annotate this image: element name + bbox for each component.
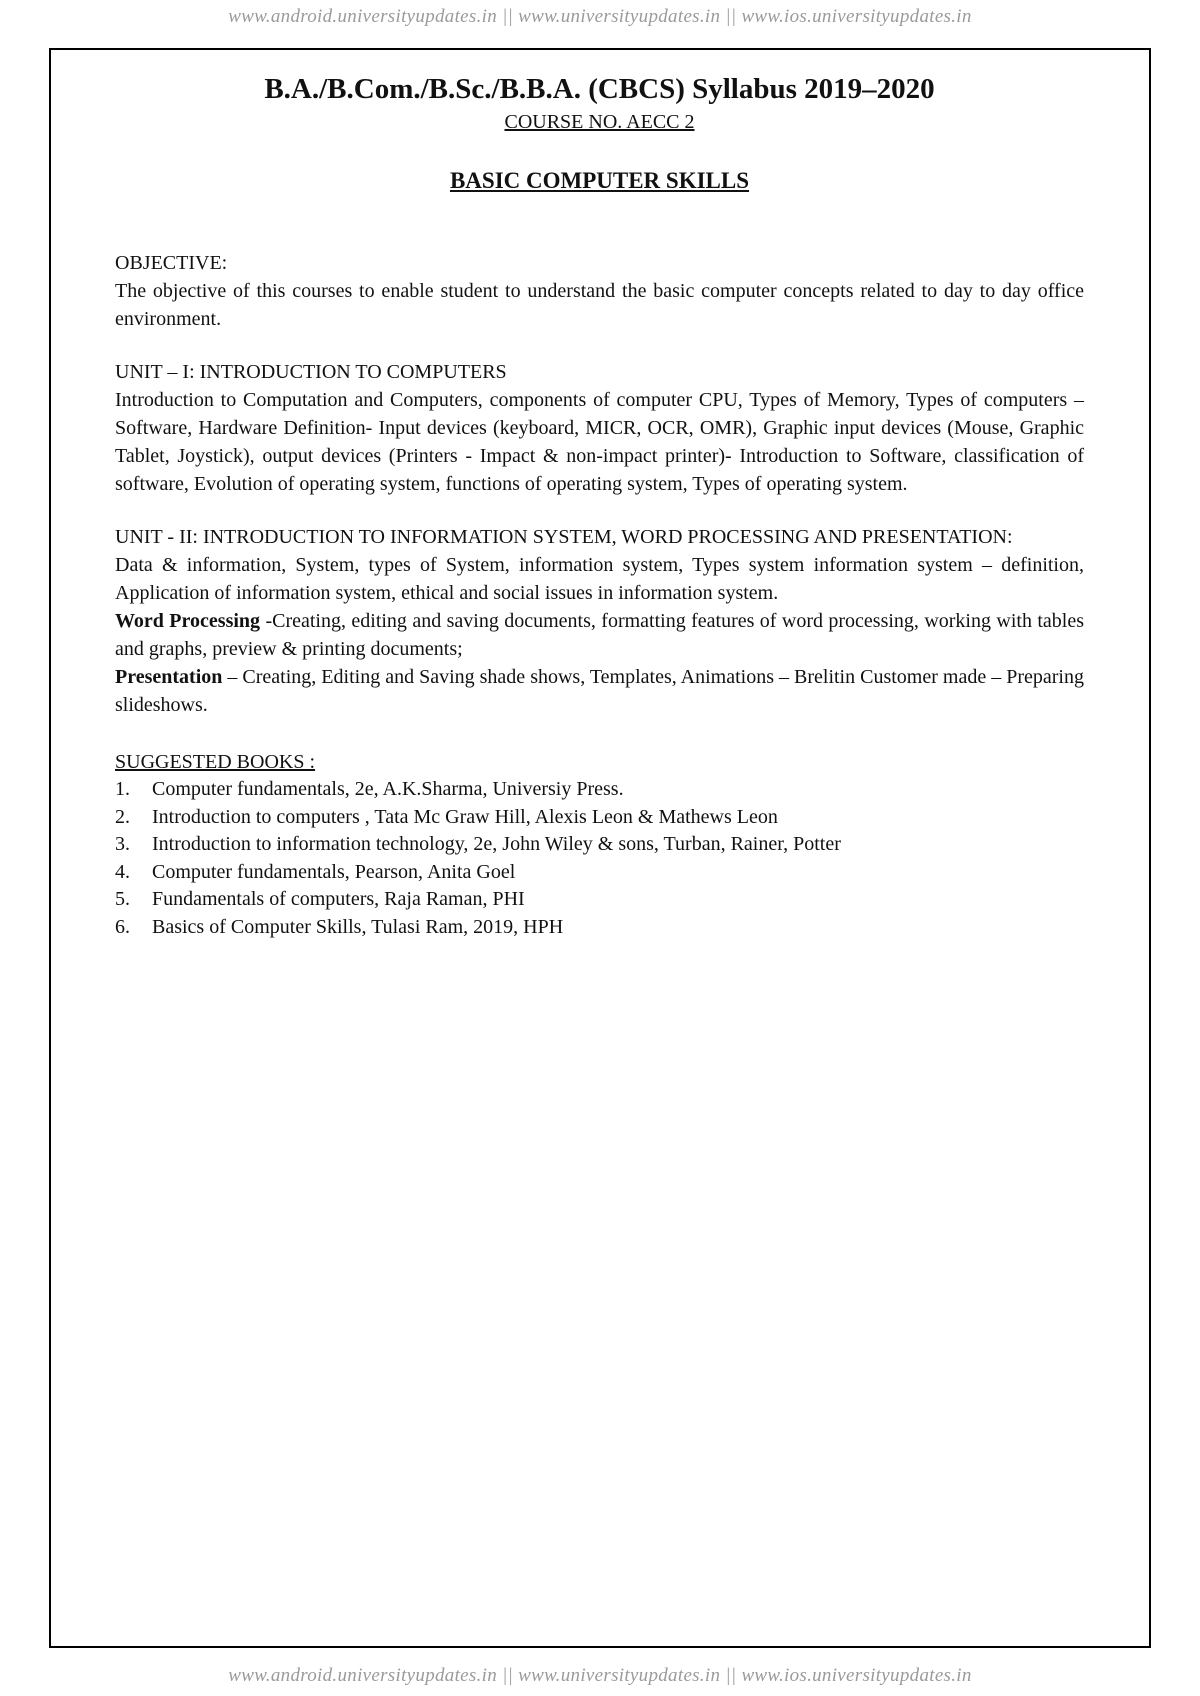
document-body <box>115 70 1084 941</box>
watermark-top: www.android.universityupdates.in || www.universityupdates.in || www.ios.universityupdates.in <box>228 6 972 27</box>
course-number: COURSE NO. AECC 2 <box>504 111 695 133</box>
book-number: 6. <box>115 915 130 938</box>
unit-1-section <box>115 359 1084 498</box>
book-number: 4. <box>115 860 130 883</box>
book-entry: Computer fundamentals, Pearson, Anita Goel <box>152 860 516 883</box>
unit-2-heading: UNIT - II: INTRODUCTION TO INFORMATION SYSTEM, WORD PROCESSING AND PRESENTATION: <box>115 526 1013 548</box>
book-number: 5. <box>115 888 130 910</box>
watermark-bottom: www.android.universityupdates.in || www.universityupdates.in || www.ios.universityupdates.in <box>228 1665 972 1686</box>
book-entry: Fundamentals of computers, Raja Raman, PHI <box>152 888 525 910</box>
objective-text: The objective of this courses to enable student to understand the basic computer concepts related to day to day office environment. <box>115 280 1084 330</box>
subject-title: BASIC COMPUTER SKILLS <box>449 168 750 193</box>
book-number: 2. <box>115 805 130 828</box>
book-entry: Introduction to information technology, 2e, John Wiley & sons, Turban, Rainer, Potter <box>152 833 841 855</box>
book-number: 3. <box>115 833 130 855</box>
book-list-item <box>115 776 1084 804</box>
presentation-label: Presentation <box>115 666 223 688</box>
unit-1-text: Introduction to Computation and Computers, components of computer CPU, Types of Memory, Types of computers – Software, Hardware Definition- Input devices (keyboard, MICR, OCR, OMR), Graphic input devices (Mouse, Graphic Tablet, Joystick), output devices (Printers - Impact & non-impact printer)- Introduction to Software, classification of software, Evolution of operating system, functions of operating system, Types of operating system. <box>115 389 1084 495</box>
book-entry: Introduction to computers , Tata Mc Graw Hill, Alexis Leon & Mathews Leon <box>152 805 778 828</box>
word-processing-paragraph <box>115 607 1084 663</box>
presentation-text: – Creating, Editing and Saving shade shows, Templates, Animations – Brelitin Customer made – Preparing slideshows. <box>115 666 1084 716</box>
book-list-item <box>115 831 1084 859</box>
book-list-item <box>115 859 1084 887</box>
book-list <box>115 776 1084 941</box>
book-list-item <box>115 886 1084 914</box>
book-number: 1. <box>115 778 130 800</box>
book-list-item <box>115 804 1084 832</box>
unit-1-heading: UNIT – I: INTRODUCTION TO COMPUTERS <box>115 361 507 383</box>
word-processing-text: -Creating, editing and saving documents, formatting features of word processing, working with tables and graphs, preview & printing documents; <box>115 610 1085 660</box>
presentation-paragraph <box>115 663 1084 719</box>
book-entry: Basics of Computer Skills, Tulasi Ram, 2019, HPH <box>152 915 564 938</box>
unit-2-section <box>115 524 1084 719</box>
book-list-item <box>115 914 1084 942</box>
word-processing-label: Word Processing <box>115 610 261 632</box>
suggested-books-section <box>115 749 1084 941</box>
unit-2-text: Data & information, System, types of System, information system, Types system information system – definition, Application of information system, ethical and social issues in information system. <box>115 554 1084 604</box>
syllabus-title: B.A./B.Com./B.Sc./B.B.A. (CBCS) Syllabus 2019–2020 <box>264 73 935 105</box>
book-entry: Computer fundamentals, 2e, A.K.Sharma, Universiy Press. <box>152 778 624 800</box>
objective-section <box>115 250 1084 333</box>
suggested-books-heading: SUGGESTED BOOKS : <box>115 751 316 773</box>
objective-heading: OBJECTIVE: <box>115 252 228 274</box>
